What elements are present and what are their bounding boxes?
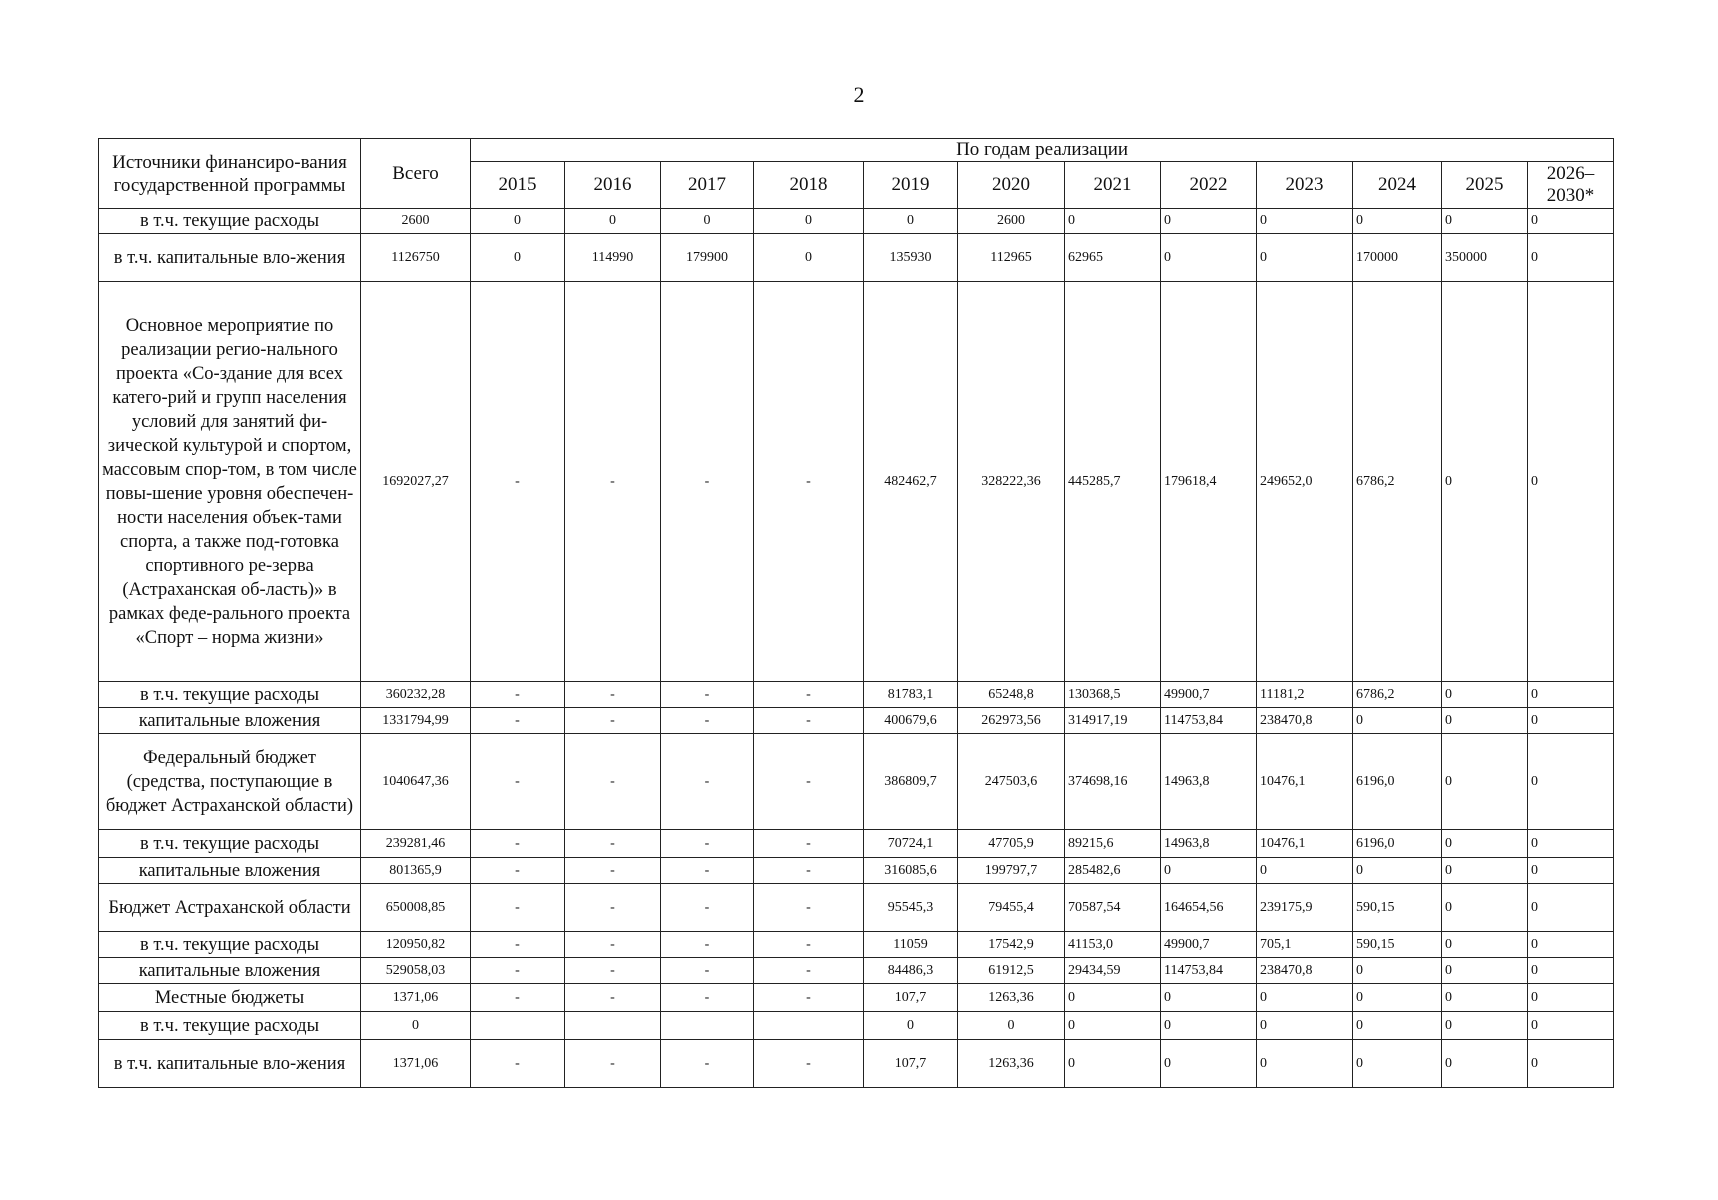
cell-2026: 0: [1528, 830, 1614, 858]
cell-2022: 0: [1161, 984, 1257, 1012]
cell-2024: 0: [1353, 1040, 1442, 1088]
cell-2017: -: [661, 1040, 754, 1088]
cell-2022: 0: [1161, 209, 1257, 234]
cell-2019: 107,7: [864, 1040, 958, 1088]
cell-2024: 6786,2: [1353, 682, 1442, 708]
cell-2024: 0: [1353, 958, 1442, 984]
cell-2021: 0: [1065, 209, 1161, 234]
cell-2015: [471, 1012, 565, 1040]
cell-2024: 0: [1353, 1012, 1442, 1040]
cell-2016: -: [565, 708, 661, 734]
cell-2017: -: [661, 708, 754, 734]
cell-2018: -: [754, 1040, 864, 1088]
cell-2026: 0: [1528, 234, 1614, 282]
cell-2023: 239175,9: [1257, 884, 1353, 932]
table-row: [99, 958, 1614, 984]
row-label: в т.ч. текущие расходы: [99, 682, 361, 708]
cell-2020: 79455,4: [958, 884, 1065, 932]
table-row: [99, 682, 1614, 708]
cell-2026: 0: [1528, 682, 1614, 708]
cell-2019: 316085,6: [864, 858, 958, 884]
cell-2020: 61912,5: [958, 958, 1065, 984]
row-label: Местные бюджеты: [99, 984, 361, 1012]
cell-2019: 0: [864, 1012, 958, 1040]
cell-2021: 62965: [1065, 234, 1161, 282]
cell-2021: 314917,19: [1065, 708, 1161, 734]
cell-2026: 0: [1528, 858, 1614, 884]
cell-2016: 0: [565, 209, 661, 234]
cell-2016: -: [565, 984, 661, 1012]
table-row: [99, 884, 1614, 932]
cell-2026: 0: [1528, 1012, 1614, 1040]
table-body: [99, 209, 1614, 1088]
cell-2021: 41153,0: [1065, 932, 1161, 958]
header-year: 2019: [864, 162, 958, 209]
cell-2026: 0: [1528, 984, 1614, 1012]
cell-2018: 0: [754, 234, 864, 282]
cell-2017: -: [661, 958, 754, 984]
header-total: Всего: [361, 139, 471, 209]
cell-2021: 70587,54: [1065, 884, 1161, 932]
cell-2022: 14963,8: [1161, 734, 1257, 830]
cell-2025: 0: [1442, 884, 1528, 932]
cell-2018: -: [754, 830, 864, 858]
cell-2026: 0: [1528, 209, 1614, 234]
cell-2021: 0: [1065, 1040, 1161, 1088]
row-label: в т.ч. текущие расходы: [99, 932, 361, 958]
cell-2021: 130368,5: [1065, 682, 1161, 708]
cell-2024: 0: [1353, 984, 1442, 1012]
cell-2017: -: [661, 884, 754, 932]
row-label: капитальные вложения: [99, 858, 361, 884]
row-total: 801365,9: [361, 858, 471, 884]
cell-2024: 6196,0: [1353, 830, 1442, 858]
cell-2017: -: [661, 984, 754, 1012]
cell-2022: 0: [1161, 1012, 1257, 1040]
cell-2024: 0: [1353, 858, 1442, 884]
cell-2017: -: [661, 282, 754, 682]
cell-2016: -: [565, 958, 661, 984]
table-row: [99, 282, 1614, 682]
table-row: [99, 984, 1614, 1012]
cell-2019: 0: [864, 209, 958, 234]
cell-2021: 0: [1065, 984, 1161, 1012]
cell-2023: 705,1: [1257, 932, 1353, 958]
cell-2015: -: [471, 734, 565, 830]
cell-2023: 0: [1257, 1012, 1353, 1040]
row-label: капитальные вложения: [99, 708, 361, 734]
cell-2017: [661, 1012, 754, 1040]
cell-2023: 0: [1257, 858, 1353, 884]
cell-2017: -: [661, 734, 754, 830]
cell-2015: -: [471, 884, 565, 932]
cell-2016: -: [565, 858, 661, 884]
row-total: 1371,06: [361, 1040, 471, 1088]
row-label: в т.ч. капитальные вло-жения: [99, 1040, 361, 1088]
cell-2016: -: [565, 1040, 661, 1088]
cell-2024: 0: [1353, 708, 1442, 734]
cell-2015: -: [471, 984, 565, 1012]
table-row: [99, 708, 1614, 734]
header-year: 2022: [1161, 162, 1257, 209]
cell-2018: -: [754, 858, 864, 884]
cell-2016: -: [565, 884, 661, 932]
cell-2025: 0: [1442, 708, 1528, 734]
header-row-top: [99, 139, 1614, 162]
row-label: Основное мероприятие по реализации регио-нального проекта «Со-здание для всех катего-рий и групп населения условий для занятий фи-зической культурой и спортом, массовым спор-том, в том числе повы-шение уровня обеспечен-ности населения объек-тами спорта, а также под-готовка спортивного ре-зерва (Астраханская об-ласть)» в рамках феде-рального проекта «Спорт – норма жизни»: [99, 282, 361, 682]
cell-2018: -: [754, 984, 864, 1012]
cell-2020: 65248,8: [958, 682, 1065, 708]
cell-2020: 1263,36: [958, 1040, 1065, 1088]
cell-2020: 328222,36: [958, 282, 1065, 682]
cell-2022: 49900,7: [1161, 682, 1257, 708]
cell-2024: 590,15: [1353, 932, 1442, 958]
cell-2018: -: [754, 958, 864, 984]
header-sources: Источники финансиро-вания государственной программы: [99, 139, 361, 209]
cell-2015: -: [471, 958, 565, 984]
cell-2015: -: [471, 282, 565, 682]
cell-2016: -: [565, 282, 661, 682]
cell-2015: -: [471, 858, 565, 884]
cell-2023: 238470,8: [1257, 708, 1353, 734]
cell-2023: 0: [1257, 984, 1353, 1012]
cell-2020: 47705,9: [958, 830, 1065, 858]
cell-2017: 179900: [661, 234, 754, 282]
cell-2025: 0: [1442, 858, 1528, 884]
cell-2017: -: [661, 932, 754, 958]
header-year: 2021: [1065, 162, 1161, 209]
row-label: Федеральный бюджет (средства, поступающие в бюджет Астраханской области): [99, 734, 361, 830]
cell-2017: -: [661, 830, 754, 858]
cell-2015: -: [471, 1040, 565, 1088]
cell-2022: 179618,4: [1161, 282, 1257, 682]
cell-2015: -: [471, 830, 565, 858]
cell-2015: -: [471, 932, 565, 958]
cell-2019: 107,7: [864, 984, 958, 1012]
table-row: [99, 830, 1614, 858]
cell-2019: 84486,3: [864, 958, 958, 984]
cell-2018: 0: [754, 209, 864, 234]
cell-2025: 0: [1442, 830, 1528, 858]
cell-2015: 0: [471, 209, 565, 234]
row-total: 1040647,36: [361, 734, 471, 830]
header-year: 2024: [1353, 162, 1442, 209]
table-row: [99, 1012, 1614, 1040]
cell-2023: 10476,1: [1257, 830, 1353, 858]
cell-2026: 0: [1528, 932, 1614, 958]
cell-2025: 0: [1442, 1040, 1528, 1088]
cell-2015: 0: [471, 234, 565, 282]
header-year: 2016: [565, 162, 661, 209]
cell-2019: 11059: [864, 932, 958, 958]
cell-2019: 386809,7: [864, 734, 958, 830]
cell-2026: 0: [1528, 958, 1614, 984]
cell-2019: 95545,3: [864, 884, 958, 932]
cell-2026: 0: [1528, 1040, 1614, 1088]
cell-2020: 199797,7: [958, 858, 1065, 884]
cell-2022: 0: [1161, 1040, 1257, 1088]
cell-2022: 14963,8: [1161, 830, 1257, 858]
row-total: 650008,85: [361, 884, 471, 932]
cell-2020: 1263,36: [958, 984, 1065, 1012]
cell-2025: 0: [1442, 932, 1528, 958]
header-year: 2023: [1257, 162, 1353, 209]
row-total: 120950,82: [361, 932, 471, 958]
cell-2024: 170000: [1353, 234, 1442, 282]
cell-2018: -: [754, 884, 864, 932]
header-year: 2026–2030*: [1528, 162, 1614, 209]
cell-2025: 0: [1442, 984, 1528, 1012]
cell-2026: 0: [1528, 734, 1614, 830]
row-label: капитальные вложения: [99, 958, 361, 984]
row-total: 529058,03: [361, 958, 471, 984]
cell-2017: -: [661, 682, 754, 708]
cell-2022: 0: [1161, 234, 1257, 282]
cell-2016: -: [565, 932, 661, 958]
row-total: 1126750: [361, 234, 471, 282]
row-total: 1331794,99: [361, 708, 471, 734]
cell-2021: 374698,16: [1065, 734, 1161, 830]
cell-2022: 114753,84: [1161, 708, 1257, 734]
cell-2020: 262973,56: [958, 708, 1065, 734]
financing-table: [98, 138, 1614, 1088]
cell-2025: 0: [1442, 1012, 1528, 1040]
cell-2019: 400679,6: [864, 708, 958, 734]
table-row: [99, 858, 1614, 884]
cell-2022: 164654,56: [1161, 884, 1257, 932]
row-total: 0: [361, 1012, 471, 1040]
cell-2015: -: [471, 682, 565, 708]
cell-2022: 49900,7: [1161, 932, 1257, 958]
cell-2019: 135930: [864, 234, 958, 282]
cell-2026: 0: [1528, 884, 1614, 932]
cell-2021: 0: [1065, 1012, 1161, 1040]
cell-2020: 17542,9: [958, 932, 1065, 958]
cell-2023: 0: [1257, 234, 1353, 282]
table-row: [99, 1040, 1614, 1088]
row-total: 1371,06: [361, 984, 471, 1012]
cell-2020: 0: [958, 1012, 1065, 1040]
cell-2023: 0: [1257, 209, 1353, 234]
cell-2018: -: [754, 282, 864, 682]
cell-2023: 0: [1257, 1040, 1353, 1088]
cell-2025: 0: [1442, 282, 1528, 682]
cell-2018: [754, 1012, 864, 1040]
cell-2021: 445285,7: [1065, 282, 1161, 682]
table-row: [99, 234, 1614, 282]
cell-2018: -: [754, 682, 864, 708]
row-label: в т.ч. капитальные вло-жения: [99, 234, 361, 282]
cell-2015: -: [471, 708, 565, 734]
header-year: 2017: [661, 162, 754, 209]
cell-2024: 0: [1353, 209, 1442, 234]
header-year: 2025: [1442, 162, 1528, 209]
cell-2021: 29434,59: [1065, 958, 1161, 984]
row-label: в т.ч. текущие расходы: [99, 1012, 361, 1040]
row-total: 2600: [361, 209, 471, 234]
cell-2017: 0: [661, 209, 754, 234]
cell-2026: 0: [1528, 708, 1614, 734]
cell-2016: [565, 1012, 661, 1040]
cell-2023: 238470,8: [1257, 958, 1353, 984]
cell-2023: 10476,1: [1257, 734, 1353, 830]
row-total: 360232,28: [361, 682, 471, 708]
table-row: [99, 209, 1614, 234]
cell-2025: 0: [1442, 734, 1528, 830]
cell-2019: 81783,1: [864, 682, 958, 708]
header-by-years: По годам реализации: [471, 139, 1614, 162]
header-year: 2020: [958, 162, 1065, 209]
cell-2018: -: [754, 708, 864, 734]
row-total: 239281,46: [361, 830, 471, 858]
cell-2025: 0: [1442, 682, 1528, 708]
cell-2020: 112965: [958, 234, 1065, 282]
cell-2025: 0: [1442, 958, 1528, 984]
table-row: [99, 932, 1614, 958]
row-label: в т.ч. текущие расходы: [99, 830, 361, 858]
cell-2020: 2600: [958, 209, 1065, 234]
cell-2016: -: [565, 682, 661, 708]
cell-2022: 0: [1161, 858, 1257, 884]
cell-2024: 6196,0: [1353, 734, 1442, 830]
table-row: [99, 734, 1614, 830]
cell-2025: 350000: [1442, 234, 1528, 282]
cell-2018: -: [754, 734, 864, 830]
cell-2024: 590,15: [1353, 884, 1442, 932]
cell-2023: 249652,0: [1257, 282, 1353, 682]
cell-2026: 0: [1528, 282, 1614, 682]
header-year: 2015: [471, 162, 565, 209]
cell-2019: 482462,7: [864, 282, 958, 682]
cell-2016: -: [565, 734, 661, 830]
cell-2020: 247503,6: [958, 734, 1065, 830]
row-label: Бюджет Астраханской области: [99, 884, 361, 932]
page-number: 2: [853, 82, 865, 107]
cell-2021: 285482,6: [1065, 858, 1161, 884]
cell-2021: 89215,6: [1065, 830, 1161, 858]
cell-2017: -: [661, 858, 754, 884]
cell-2016: -: [565, 830, 661, 858]
cell-2018: -: [754, 932, 864, 958]
header-year: 2018: [754, 162, 864, 209]
cell-2023: 11181,2: [1257, 682, 1353, 708]
cell-2025: 0: [1442, 209, 1528, 234]
cell-2019: 70724,1: [864, 830, 958, 858]
row-total: 1692027,27: [361, 282, 471, 682]
row-label: в т.ч. текущие расходы: [99, 209, 361, 234]
cell-2024: 6786,2: [1353, 282, 1442, 682]
cell-2016: 114990: [565, 234, 661, 282]
cell-2022: 114753,84: [1161, 958, 1257, 984]
